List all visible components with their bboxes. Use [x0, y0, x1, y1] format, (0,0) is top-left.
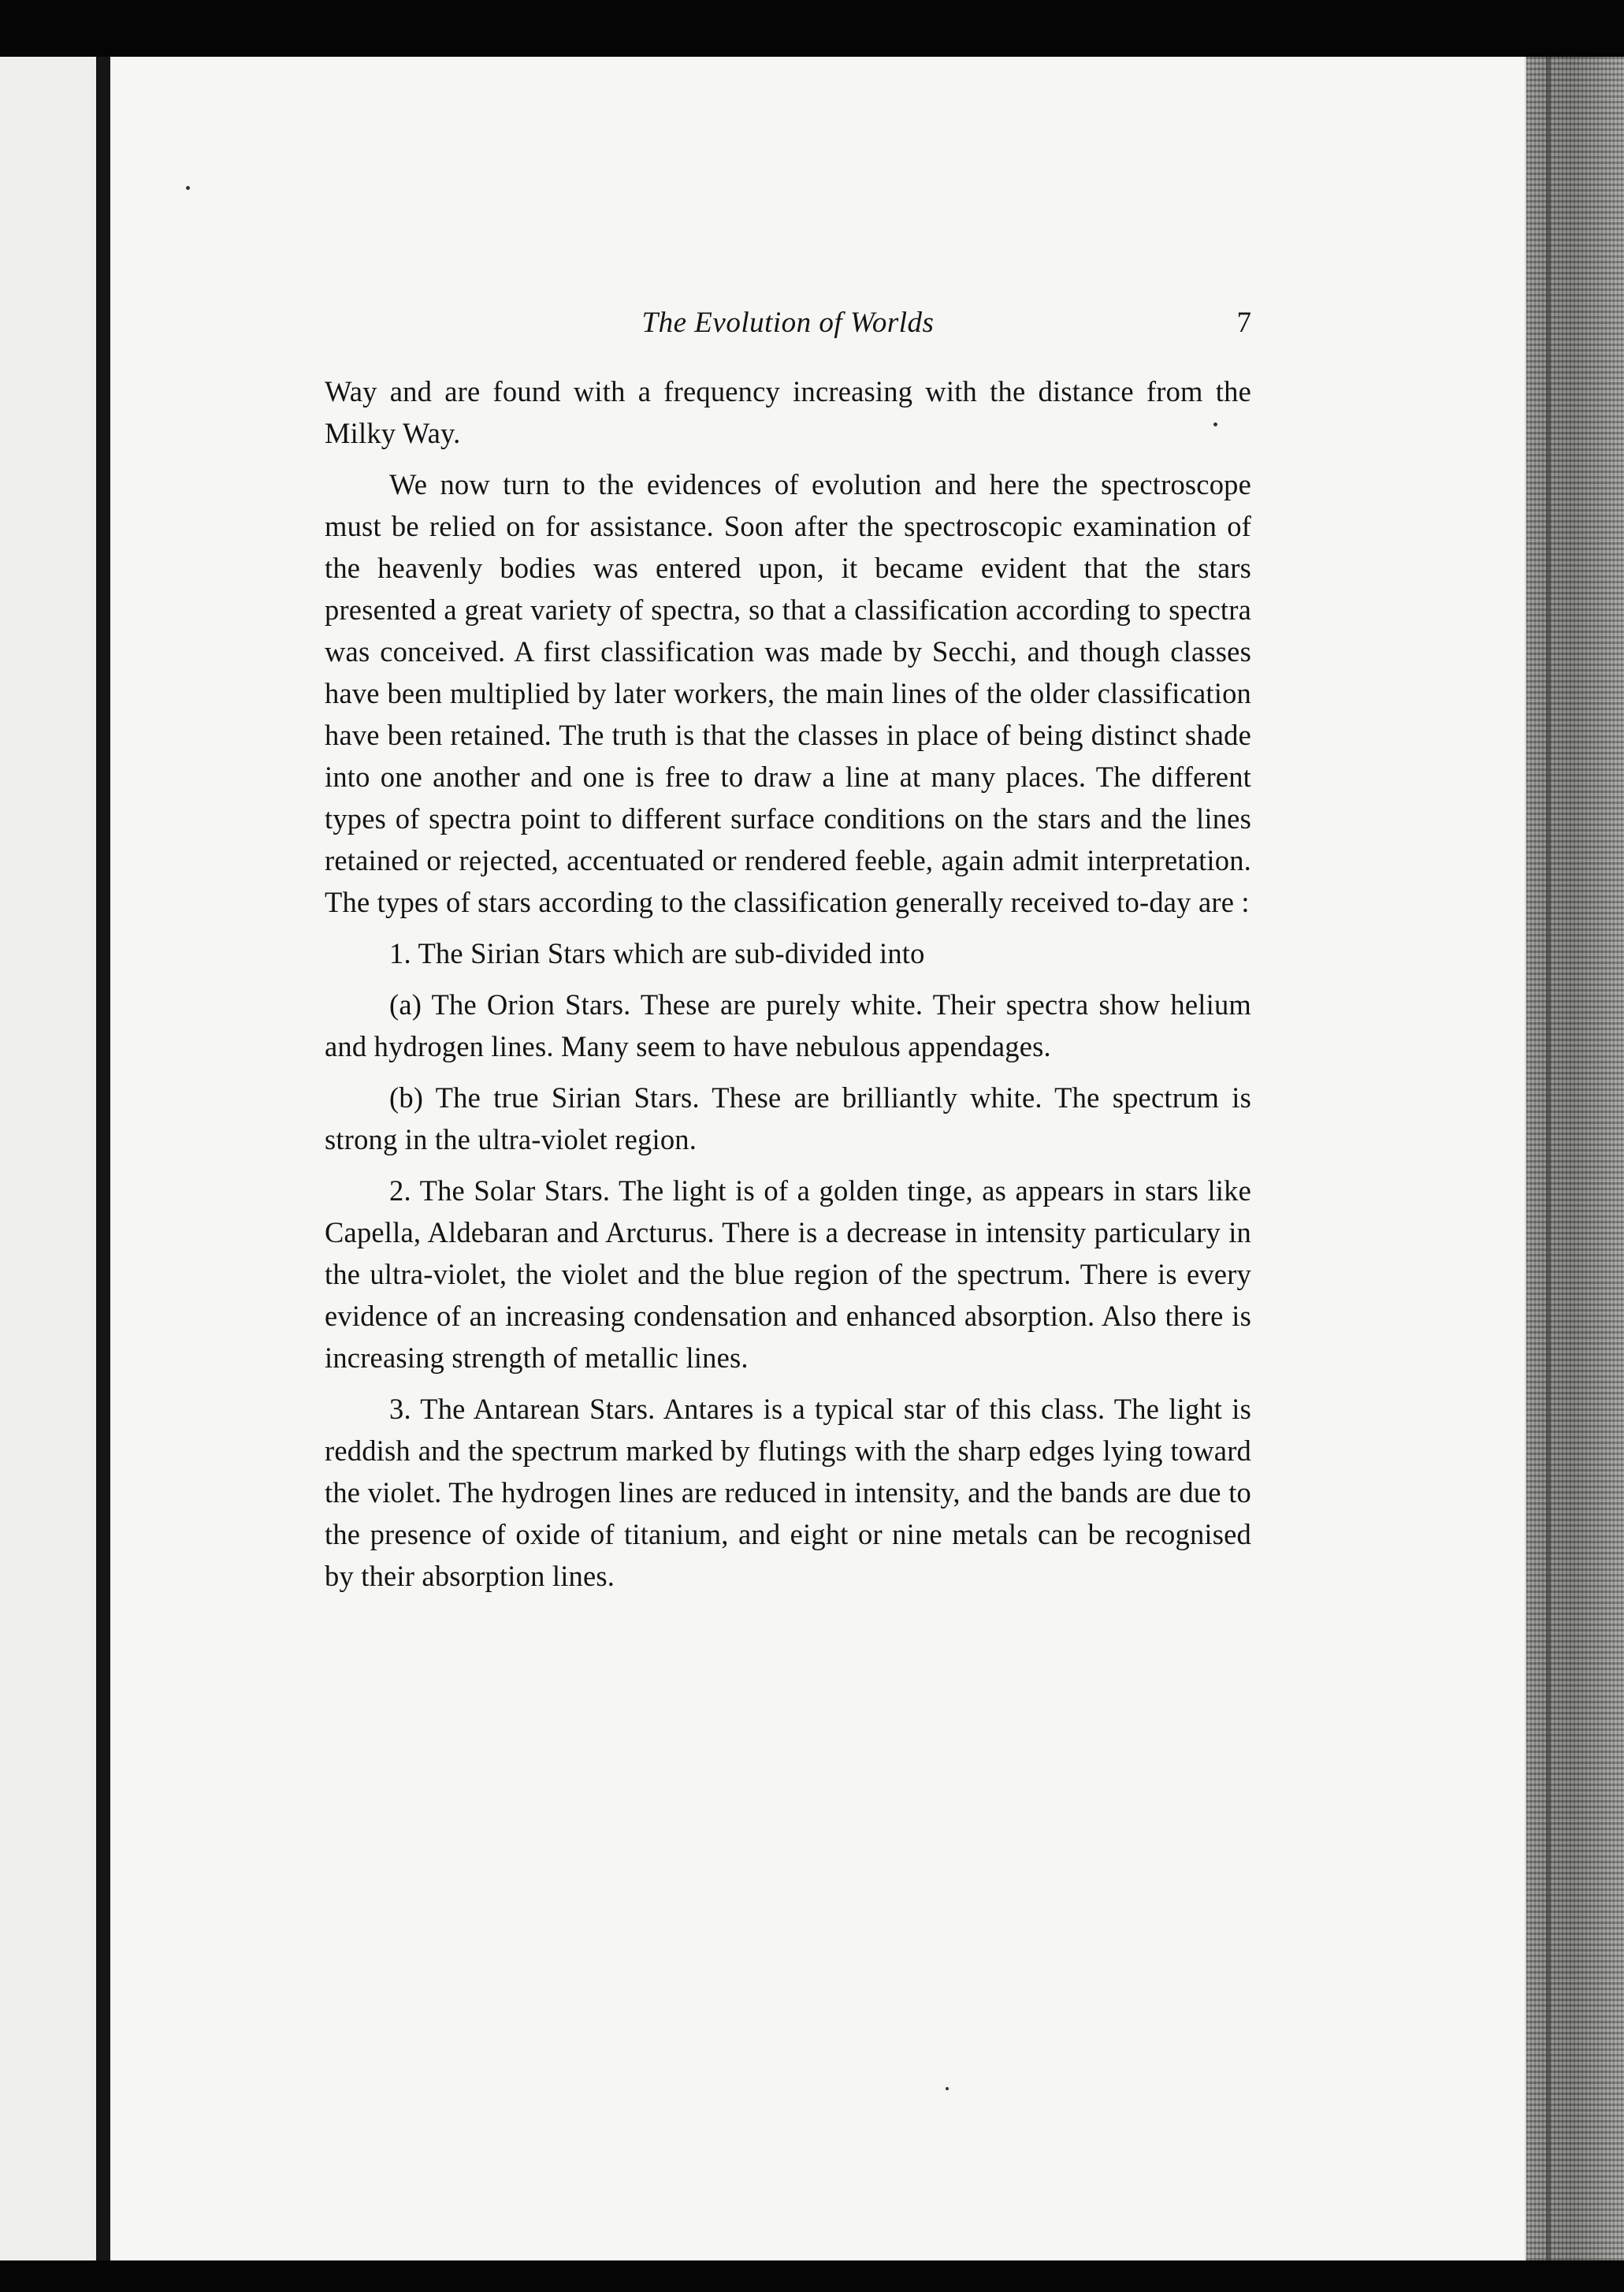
scan-speck — [1213, 422, 1217, 426]
running-title: The Evolution of Worlds — [641, 307, 935, 339]
scan-speck — [186, 186, 190, 190]
list-item: 1. The Sirian Stars which are sub-divided into — [389, 937, 925, 969]
gutter-shadow — [96, 57, 110, 2260]
list-subitem: (a) The Orion Stars. These are purely white. Their spectra show helium and hydrogen lines. Many seem to have nebulous appendages. — [325, 988, 1251, 1062]
running-head — [325, 306, 1251, 350]
page-number: 7 — [1236, 307, 1251, 339]
fore-edge-shadow — [1546, 57, 1551, 2260]
facing-page-edge — [0, 57, 96, 2260]
list-subitem: (b) The true Sirian Stars. These are brilliantly white. The spectrum is strong in the ultra-violet region. — [325, 1081, 1251, 1155]
list-item: 2. The Solar Stars. The light is of a golden tinge, as appears in stars like Capella, Aldebaran and Arcturus. There is a decrease in intensity particulary in the ultra-violet, the violet and the blue region of the spectrum. There is every evidence of an increasing condensation and enhanced absorption. Also there is increasing strength of metallic lines. — [325, 1174, 1251, 1374]
list-item: 3. The Antarean Stars. Antares is a typical star of this class. The light is reddish and the spectrum marked by flutings with the sharp edges lying toward the violet. The hydrogen lines are reduced in intensity, and the bands are due to the presence of oxide of titanium, and eight or nine metals can be recognised by their absorption lines. — [325, 1393, 1251, 1592]
scan-speck — [946, 2087, 949, 2090]
scan-top-border — [0, 0, 1624, 57]
paragraph: Way and are found with a frequency increasing with the distance from the Milky Way. — [325, 375, 1251, 449]
body-text — [325, 370, 1251, 1606]
paragraph: We now turn to the evidences of evolution and here the spectroscope must be relied on for assistance. Soon after the spectroscopic examination of the heavenly bodies was entered upon, it became evident that the stars presented a great variety of spectra, so that a classification according to spectra was conceived. A first classification was made by Secchi, and though classes have been multiplied by later workers, the main lines of the older classification have been retained. The truth is that the classes in place of being distinct shade into one another and one is free to draw a line at many places. The different types of spectra point to different surface conditions on the stars and the lines retained or rejected, accentuated or rendered feeble, again admit interpretation. The types of stars according to the classification generally received to-day are : — [325, 468, 1251, 918]
scan-bottom-border — [0, 2260, 1624, 2292]
page-fore-edge — [1526, 57, 1624, 2260]
